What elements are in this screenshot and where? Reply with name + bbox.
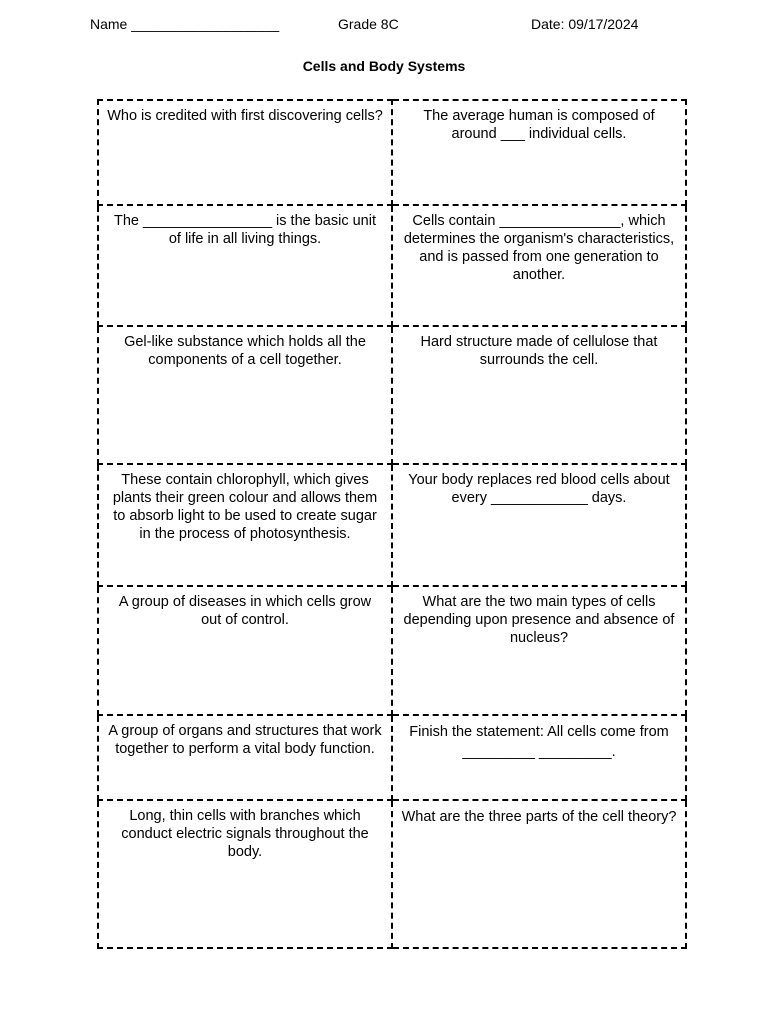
card-chloroplasts <box>98 464 392 586</box>
card-all-cells-come-from <box>392 715 686 800</box>
card-cell-wall <box>392 326 686 464</box>
card-text: A group of diseases in which cells grow out of control. <box>118 594 372 628</box>
card-text: The average human is composed of around ___ individual cells. <box>423 108 655 142</box>
card-cytoplasm <box>98 326 392 464</box>
card-red-blood-cells <box>392 464 686 586</box>
card-human-cell-count <box>392 100 686 205</box>
card-text: A group of organs and structures that work together to perform a vital body function. <box>108 723 382 757</box>
card-text: Your body replaces red blood cells about every ____________ days. <box>408 472 670 506</box>
card-text: Who is credited with first discovering cells? <box>107 108 383 124</box>
card-row <box>98 326 686 464</box>
card-cell-theory <box>392 800 686 948</box>
card-row <box>98 205 686 326</box>
grade-label: Grade 8C <box>338 16 399 32</box>
card-row <box>98 100 686 205</box>
card-text: Hard structure made of cellulose that surrounds the cell. <box>420 334 658 368</box>
card-text: Long, thin cells with branches which conduct electric signals throughout the body. <box>121 808 369 860</box>
card-row <box>98 715 686 800</box>
card-text: What are the three parts of the cell theory? <box>401 809 677 825</box>
worksheet-title: Cells and Body Systems <box>302 58 466 74</box>
date-label: Date: 09/17/2024 <box>531 16 639 32</box>
card-text: Finish the statement: All cells come from _________ _________. <box>409 724 669 760</box>
card-basic-unit <box>98 205 392 326</box>
card-row <box>98 586 686 715</box>
name-field: Name ___________________ <box>90 16 280 32</box>
card-dna <box>392 205 686 326</box>
card-row <box>98 464 686 586</box>
card-cell-types <box>392 586 686 715</box>
card-neurons <box>98 800 392 948</box>
card-row <box>98 800 686 948</box>
card-text: Cells contain _______________, which determines the organism's characteristics, and is passed from one generation to another. <box>403 213 675 283</box>
card-grid <box>97 99 687 949</box>
card-text: These contain chlorophyll, which gives plants their green colour and allows them to absorb light to be used to create sugar in the process of photosynthesis. <box>112 472 378 542</box>
card-organ-system <box>98 715 392 800</box>
card-discoverer <box>98 100 392 205</box>
card-cancer <box>98 586 392 715</box>
card-text: What are the two main types of cells depending upon presence and absence of nucleus? <box>403 594 675 646</box>
card-text: Gel-like substance which holds all the components of a cell together. <box>124 334 366 368</box>
card-text: The ________________ is the basic unit of life in all living things. <box>113 213 376 247</box>
